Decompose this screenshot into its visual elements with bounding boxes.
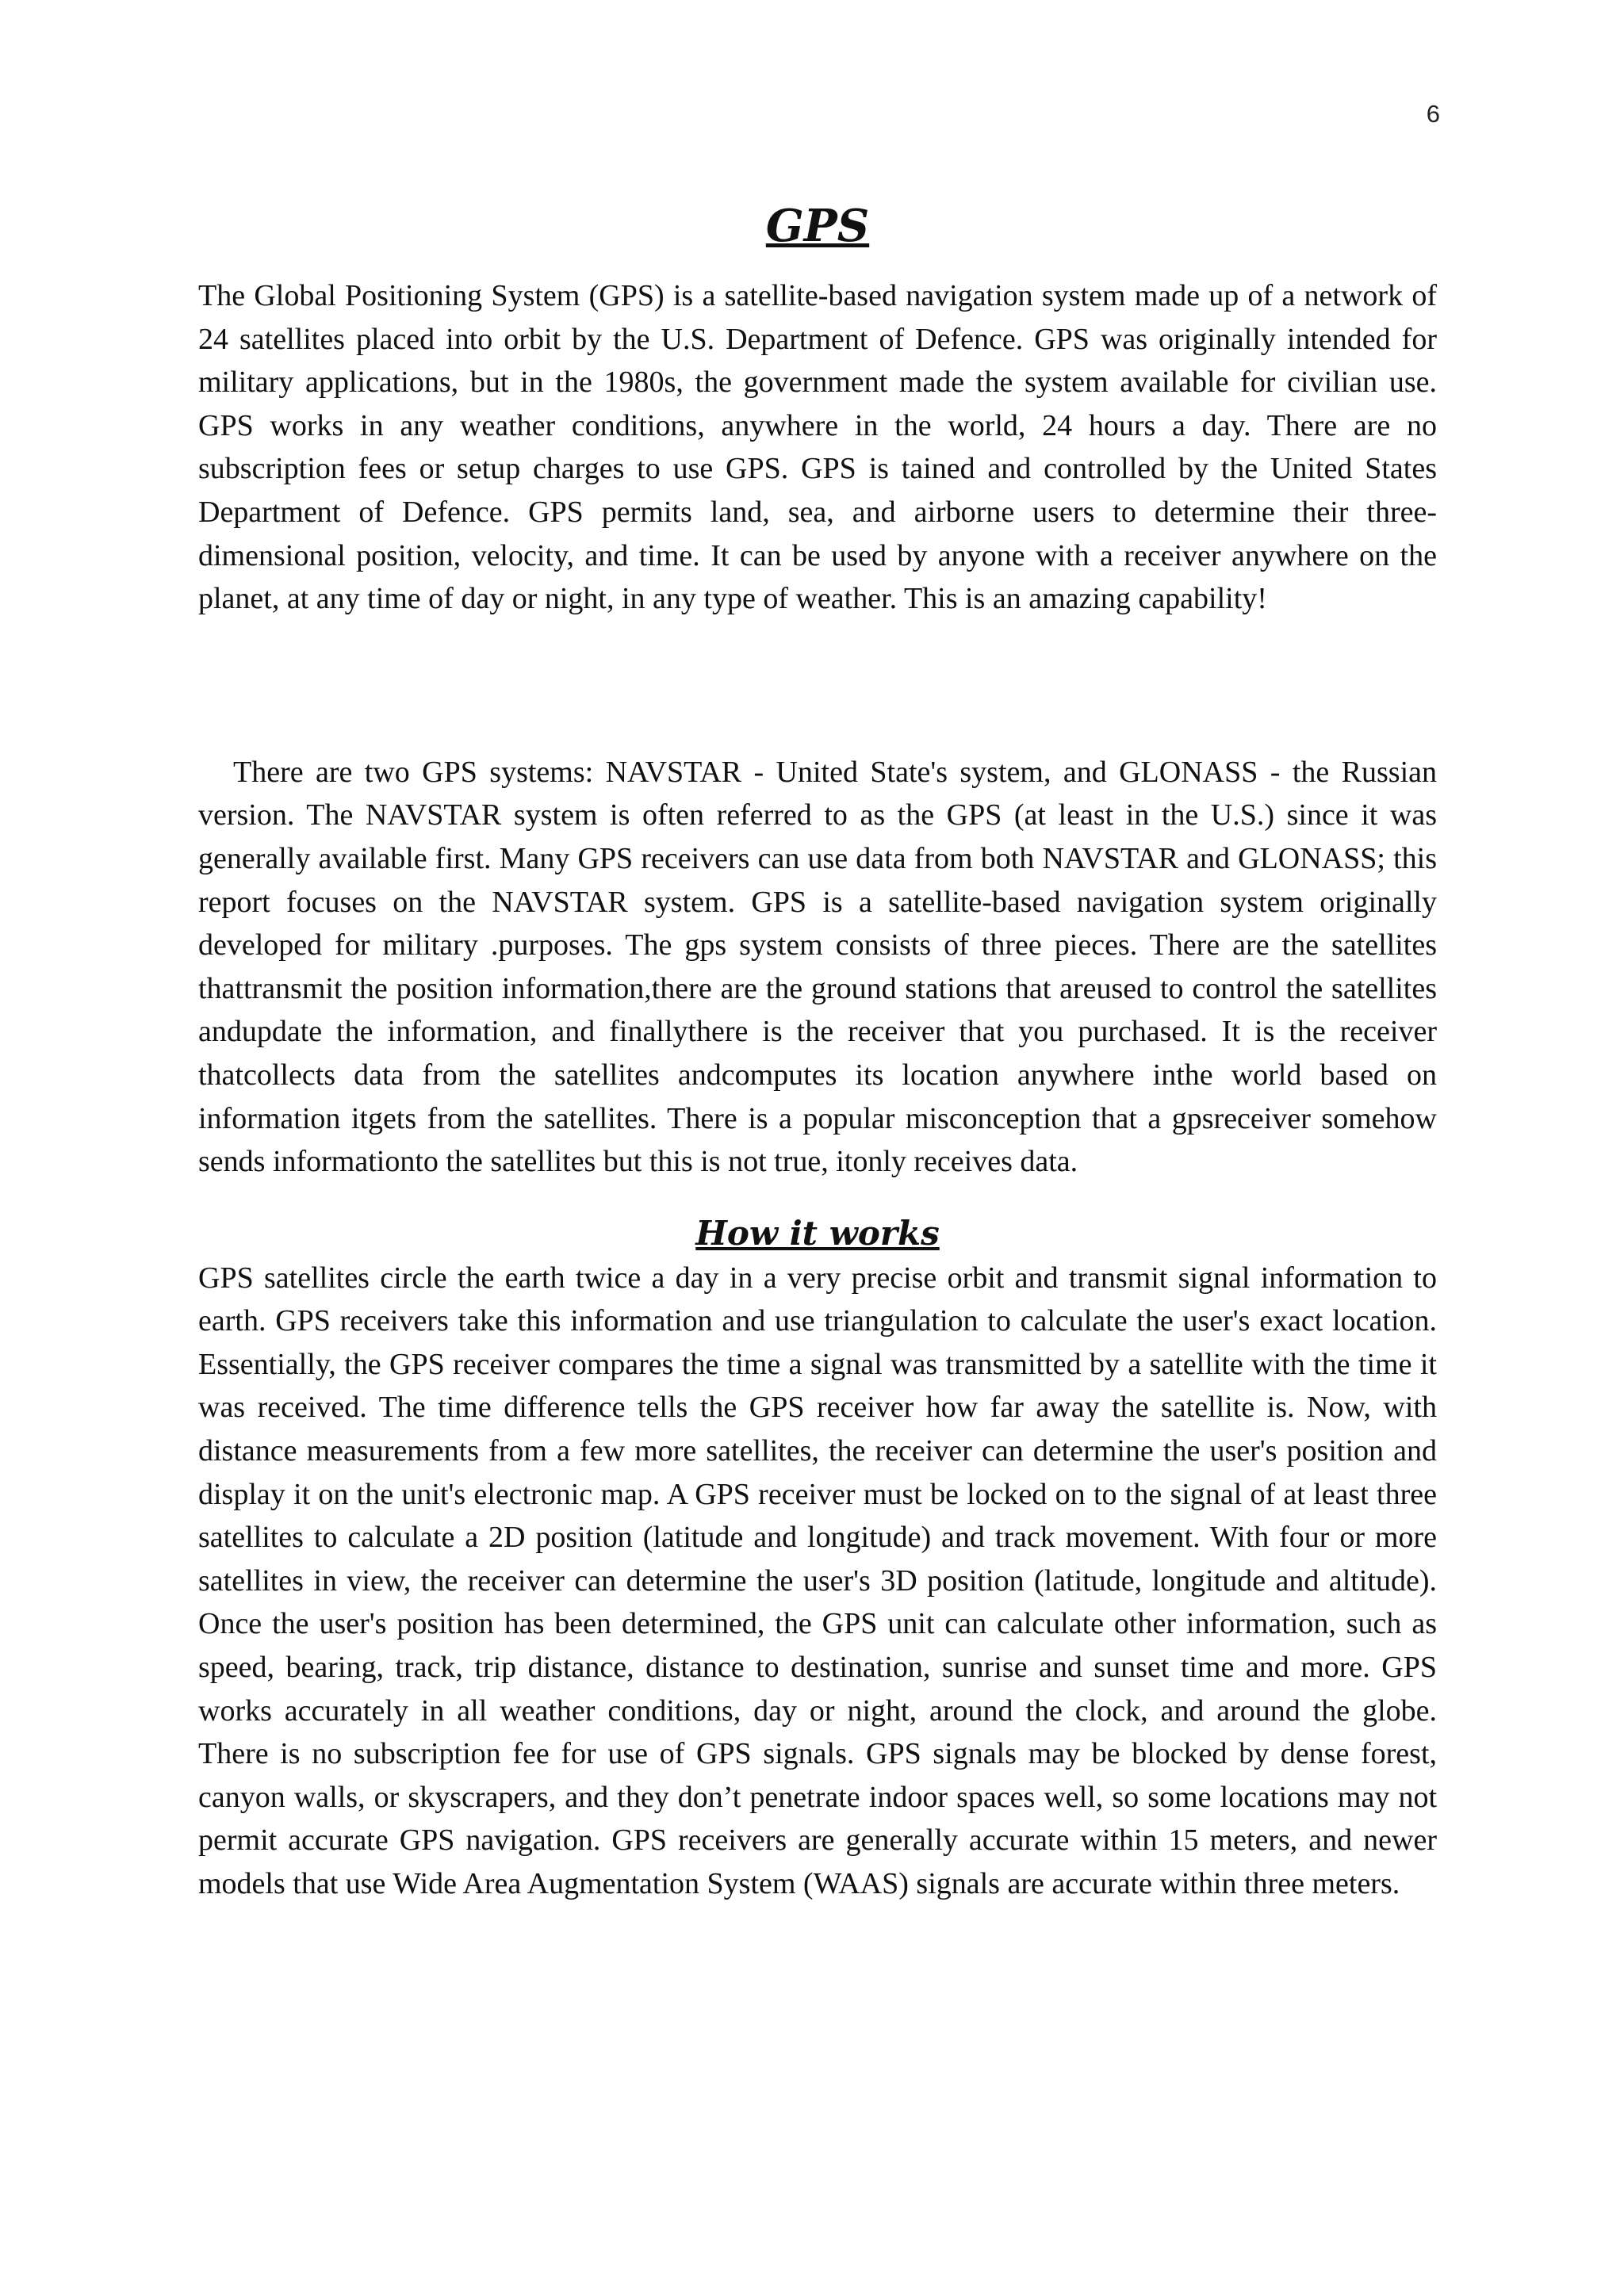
page-number: 6 bbox=[1426, 100, 1440, 128]
document-body bbox=[198, 193, 1437, 1906]
page-title: GPS bbox=[765, 200, 870, 252]
gps-systems-paragraph: There are two GPS systems: NAVSTAR - United State's system, and GLONASS - the Russian version. The NAVSTAR system is often referred to as the GPS (at least in the U.S.) since it was generally available first. Many GPS receivers can use data from both NAVSTAR and GLONASS; this report focuses on the NAVSTAR system. GPS is a satellite-based navigation system originally developed for military .purposes. The gps system consists of three pieces. There are the satellites thattransmit the position information,there are the ground stations that areused to control the satellites andupdate the information, and finallythere is the receiver that you purchased. It is the receiver thatcollects data from the satellites andcomputes its location anywhere inthe world based on information itgets from the satellites. There is a popular misconception that a gpsreceiver somehow sends informationto the satellites but this is not true, itonly receives data. bbox=[198, 755, 1437, 1179]
how-it-works-paragraph: GPS satellites circle the earth twice a day in a very precise orbit and transmit signal information to earth. GPS receivers take this information and use triangulation to calculate the user's exact location. Essentially, the GPS receiver compares the time a signal was transmitted by a satellite with the time it was received. The time difference tells the GPS receiver how far away the satellite is. Now, with distance measurements from a few more satellites, the receiver can determine the user's position and display it on the unit's electronic map. A GPS receiver must be locked on to the signal of at least three satellites to calculate a 2D position (latitude and longitude) and track movement. With four or more satellites in view, the receiver can determine the user's 3D position (latitude, longitude and altitude). Once the user's position has been determined, the GPS unit can calculate other information, such as speed, bearing, track, trip distance, distance to destination, sunrise and sunset time and more. GPS works accurately in all weather conditions, day or night, around the clock, and around the globe. There is no subscription fee for use of GPS signals. GPS signals may be blocked by dense forest, canyon walls, or skyscrapers, and they don’t penetrate indoor spaces well, so some locations may not permit accurate GPS navigation. GPS receivers are generally accurate within 15 meters, and newer models that use Wide Area Augmentation System (WAAS) signals are accurate within three meters. bbox=[198, 1261, 1437, 1900]
section-heading: How it works bbox=[695, 1213, 940, 1253]
intro-paragraph: The Global Positioning System (GPS) is a satellite-based navigation system made up of a network of 24 satellites placed into orbit by the U.S. Department of Defence. GPS was originally intended for military applications, but in the 1980s, the government made the system available for civilian use. GPS works in any weather conditions, anywhere in the world, 24 hours a day. There are no subscription fees or setup charges to use GPS. GPS is tained and controlled by the United States Department of Defence. GPS permits land, sea, and airborne users to determine their three-dimensional position, velocity, and time. It can be used by anyone with a receiver anywhere on the planet, at any time of day or night, in any type of weather. This is an amazing capability! bbox=[198, 279, 1437, 616]
